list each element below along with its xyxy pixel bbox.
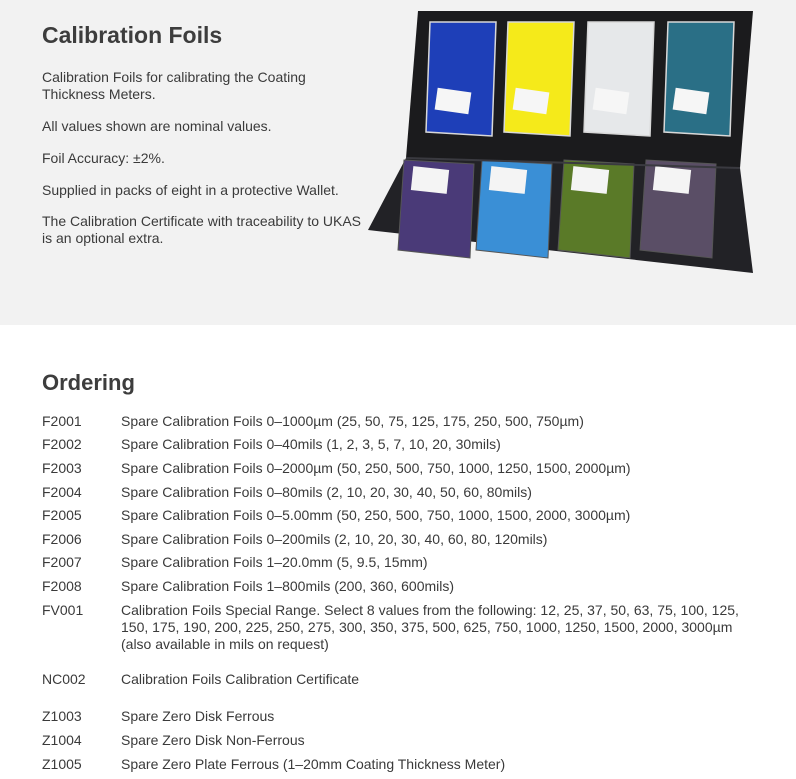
order-description: Calibration Foils Special Range. Select 8 values from the following: 12, 25, 37, 50, 63, 75, 100, 125, 150, 175, 190, 200, 225, 250, 275, 300, 350, 375, 500, 625, 750, 1000, 1250, 1500, 2000, 3000µm (also available in mils on request) (121, 602, 739, 652)
order-description: Spare Calibration Foils 0–80mils (2, 10, 20, 30, 40, 50, 60, 80mils) (121, 484, 532, 500)
foil-label-sticker (411, 166, 449, 194)
foil-accuracy-note: Foil Accuracy: ±2%. (42, 150, 165, 166)
order-code: Z1003 (42, 708, 82, 724)
foil-label-sticker (571, 166, 609, 194)
order-code: F2008 (42, 578, 82, 594)
order-description: Spare Zero Plate Ferrous (1–20mm Coating Thickness Meter) (121, 756, 506, 772)
order-code: NC002 (42, 671, 86, 687)
order-description: Spare Calibration Foils 0–5.00mm (50, 250, 500, 750, 1000, 1500, 2000, 3000µm) (121, 507, 631, 523)
ordering-title: Ordering (42, 370, 135, 395)
foil-top-2 (504, 22, 574, 136)
product-header-section (0, 0, 796, 325)
foil-label-sticker (653, 166, 691, 194)
order-description: Spare Calibration Foils 1–800mils (200, 360, 600mils) (121, 578, 455, 594)
foil-top-3 (584, 22, 654, 136)
order-code: F2005 (42, 507, 82, 523)
foil-top-4 (664, 22, 734, 136)
certificate-note: The Calibration Certificate with traceability to UKAS is an optional extra. (42, 213, 362, 246)
calibration-foils-wallet-image (368, 8, 763, 278)
order-code: F2001 (42, 413, 82, 429)
order-code: F2007 (42, 554, 82, 570)
order-description: Spare Calibration Foils 0–2000µm (50, 250, 500, 750, 1000, 1250, 1500, 2000µm) (121, 460, 631, 476)
nominal-values-note: All values shown are nominal values. (42, 118, 272, 134)
foil-top-1 (426, 22, 496, 136)
order-description: Spare Calibration Foils 0–40mils (1, 2, 3, 5, 7, 10, 20, 30mils) (121, 436, 501, 452)
order-code: F2006 (42, 531, 82, 547)
page-title: Calibration Foils (42, 22, 223, 48)
order-description: Calibration Foils Calibration Certificate (121, 671, 360, 687)
order-code: FV001 (42, 602, 84, 618)
foil-label-sticker (593, 88, 630, 115)
foil-label-sticker (673, 88, 710, 115)
description-paragraph: Calibration Foils for calibrating the Coating Thickness Meters. (42, 69, 306, 102)
foil-label-sticker (513, 88, 550, 115)
packaging-note: Supplied in packs of eight in a protective Wallet. (42, 182, 339, 198)
order-description: Spare Calibration Foils 1–20.0mm (5, 9.5, 15mm) (121, 554, 428, 570)
order-description: Spare Calibration Foils 0–200mils (2, 10, 20, 30, 40, 60, 80, 120mils) (121, 531, 548, 547)
order-code: Z1004 (42, 732, 82, 748)
order-code: F2004 (42, 484, 82, 500)
order-description: Spare Zero Disk Non-Ferrous (121, 732, 305, 748)
foil-label-sticker (489, 166, 527, 194)
order-code: F2002 (42, 436, 82, 452)
order-description: Spare Zero Disk Ferrous (121, 708, 275, 724)
order-code: Z1005 (42, 756, 82, 772)
foil-label-sticker (435, 88, 472, 115)
order-code: F2003 (42, 460, 82, 476)
order-description: Spare Calibration Foils 0–1000µm (25, 50, 75, 125, 175, 250, 500, 750µm) (121, 413, 584, 429)
